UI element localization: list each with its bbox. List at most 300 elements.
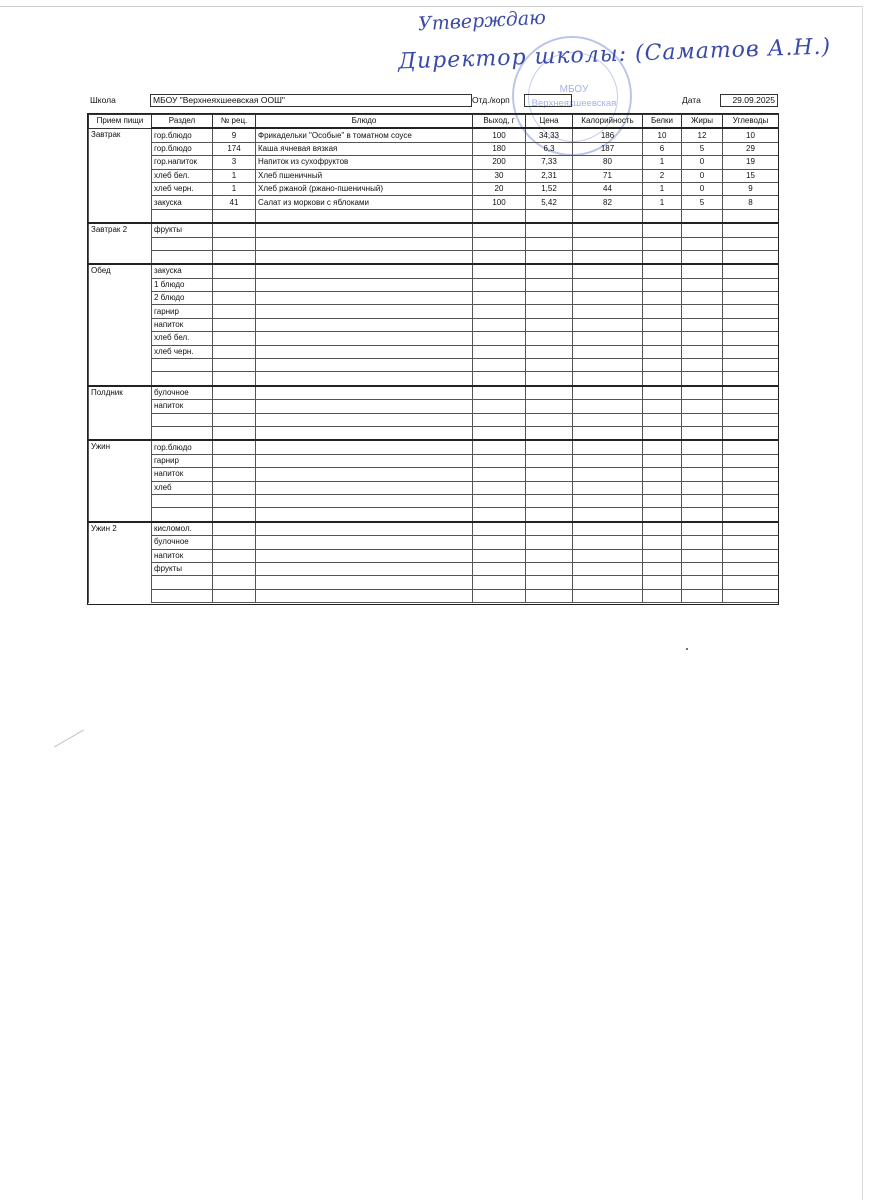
- table-cell: [682, 292, 723, 305]
- column-header: Раздел: [152, 115, 213, 129]
- table-cell: [526, 481, 573, 494]
- table-cell: [213, 494, 256, 507]
- table-cell: [723, 359, 779, 372]
- table-cell: [473, 522, 526, 536]
- table-cell: [526, 386, 573, 400]
- table-cell: [573, 522, 643, 536]
- table-cell: [152, 426, 213, 440]
- table-cell: гарнир: [152, 454, 213, 467]
- table-cell: [473, 562, 526, 575]
- table-cell: [526, 522, 573, 536]
- table-cell: 29: [723, 142, 779, 155]
- table-row: [89, 142, 779, 155]
- table-row: [89, 494, 779, 507]
- table-cell: [723, 305, 779, 318]
- table-cell: [643, 223, 682, 237]
- table-cell: [213, 440, 256, 454]
- table-row: [89, 589, 779, 602]
- table-row: [89, 345, 779, 358]
- table-cell: [473, 292, 526, 305]
- table-cell: [213, 372, 256, 386]
- table-cell: Хлеб пшеничный: [256, 169, 473, 182]
- table-cell: [213, 549, 256, 562]
- table-cell: 34,33: [526, 128, 573, 142]
- table-row: [89, 156, 779, 169]
- table-cell: 200: [473, 156, 526, 169]
- table-cell: [213, 562, 256, 575]
- table-cell: гор.блюдо: [152, 142, 213, 155]
- table-cell: [256, 413, 473, 426]
- table-cell: [643, 264, 682, 278]
- table-cell: [643, 372, 682, 386]
- column-header: Калорийность: [573, 115, 643, 129]
- table-cell: [213, 359, 256, 372]
- table-cell: [682, 223, 723, 237]
- table-cell: напиток: [152, 318, 213, 331]
- table-cell: [643, 589, 682, 602]
- table-row: [89, 237, 779, 250]
- table-cell: [643, 536, 682, 549]
- table-cell: [682, 454, 723, 467]
- table-cell: 1,52: [526, 182, 573, 195]
- table-cell: кисломол.: [152, 522, 213, 536]
- table-cell: 1: [643, 156, 682, 169]
- table-cell: [213, 508, 256, 522]
- meal-cell: [89, 494, 152, 507]
- meal-cell: [89, 589, 152, 602]
- table-cell: 3: [213, 156, 256, 169]
- table-cell: 41: [213, 196, 256, 209]
- table-cell: булочное: [152, 386, 213, 400]
- table-cell: [682, 522, 723, 536]
- table-cell: 9: [723, 182, 779, 195]
- table-cell: [643, 237, 682, 250]
- table-row: [89, 209, 779, 223]
- table-cell: [682, 508, 723, 522]
- table-row: [89, 440, 779, 454]
- table-cell: [526, 508, 573, 522]
- table-cell: [256, 332, 473, 345]
- table-cell: [526, 318, 573, 331]
- table-cell: [213, 589, 256, 602]
- table-cell: [723, 589, 779, 602]
- table-cell: [256, 264, 473, 278]
- table-cell: [643, 278, 682, 291]
- column-header: Прием пищи: [89, 115, 152, 129]
- table-cell: 15: [723, 169, 779, 182]
- meal-cell: [89, 196, 152, 209]
- table-cell: 2,31: [526, 169, 573, 182]
- meal-cell: [89, 332, 152, 345]
- table-cell: [643, 359, 682, 372]
- table-cell: [473, 332, 526, 345]
- table-cell: 1: [643, 196, 682, 209]
- menu-table: [88, 114, 779, 603]
- table-cell: [473, 576, 526, 589]
- table-cell: [573, 372, 643, 386]
- table-cell: [213, 250, 256, 264]
- table-cell: [643, 522, 682, 536]
- table-cell: [526, 536, 573, 549]
- date-label: Дата: [682, 95, 701, 105]
- meal-cell: [89, 400, 152, 413]
- table-cell: [573, 440, 643, 454]
- meal-cell: [89, 278, 152, 291]
- table-cell: 10: [723, 128, 779, 142]
- table-cell: [213, 345, 256, 358]
- table-row: [89, 468, 779, 481]
- table-cell: [256, 318, 473, 331]
- table-cell: [723, 508, 779, 522]
- table-cell: [573, 426, 643, 440]
- date-field: [720, 94, 778, 107]
- table-cell: 8: [723, 196, 779, 209]
- table-cell: 5: [682, 196, 723, 209]
- table-cell: [526, 576, 573, 589]
- table-cell: [152, 576, 213, 589]
- table-cell: [682, 562, 723, 575]
- table-cell: [256, 237, 473, 250]
- table-cell: [213, 522, 256, 536]
- meal-cell: [89, 318, 152, 331]
- table-cell: [573, 386, 643, 400]
- table-cell: [213, 292, 256, 305]
- table-cell: [473, 536, 526, 549]
- table-cell: [643, 292, 682, 305]
- table-cell: [643, 576, 682, 589]
- table-cell: [526, 223, 573, 237]
- table-cell: гор.блюдо: [152, 440, 213, 454]
- table-row: [89, 359, 779, 372]
- table-cell: [213, 223, 256, 237]
- director-signature: Директор школы: (Саматов А.Н.): [397, 34, 832, 75]
- table-cell: Салат из моркови с яблоками: [256, 196, 473, 209]
- table-row: [89, 481, 779, 494]
- table-cell: [526, 400, 573, 413]
- table-cell: [256, 562, 473, 575]
- table-header-row: [89, 115, 779, 129]
- meal-cell: [89, 426, 152, 440]
- table-cell: [723, 386, 779, 400]
- table-cell: [723, 494, 779, 507]
- scan-mark: [54, 730, 84, 748]
- table-cell: [573, 209, 643, 223]
- table-cell: [573, 454, 643, 467]
- table-cell: [682, 372, 723, 386]
- table-row: [89, 549, 779, 562]
- table-cell: [473, 372, 526, 386]
- school-field: [150, 94, 472, 107]
- table-cell: [526, 345, 573, 358]
- table-cell: [526, 278, 573, 291]
- table-cell: [682, 549, 723, 562]
- table-row: [89, 264, 779, 278]
- table-cell: [473, 494, 526, 507]
- table-cell: [643, 562, 682, 575]
- table-cell: 30: [473, 169, 526, 182]
- table-cell: [573, 468, 643, 481]
- table-cell: [682, 209, 723, 223]
- meal-cell: [89, 237, 152, 250]
- table-cell: [473, 264, 526, 278]
- table-cell: хлеб черн.: [152, 345, 213, 358]
- table-cell: [723, 223, 779, 237]
- table-cell: [723, 400, 779, 413]
- table-cell: [526, 332, 573, 345]
- page-right-border: [862, 6, 863, 1200]
- table-cell: [723, 454, 779, 467]
- table-cell: [473, 481, 526, 494]
- table-cell: [213, 536, 256, 549]
- table-cell: [682, 278, 723, 291]
- table-cell: [213, 386, 256, 400]
- table-cell: [526, 426, 573, 440]
- table-cell: [213, 305, 256, 318]
- table-cell: напиток: [152, 400, 213, 413]
- table-row: [89, 182, 779, 195]
- table-cell: [573, 508, 643, 522]
- table-cell: 71: [573, 169, 643, 182]
- table-cell: 5: [682, 142, 723, 155]
- table-cell: [723, 440, 779, 454]
- meal-cell: Завтрак: [89, 128, 152, 142]
- table-cell: фрукты: [152, 223, 213, 237]
- table-cell: [256, 359, 473, 372]
- table-cell: [682, 481, 723, 494]
- table-cell: [213, 264, 256, 278]
- table-cell: [473, 318, 526, 331]
- table-cell: [573, 305, 643, 318]
- table-row: [89, 196, 779, 209]
- table-cell: [682, 400, 723, 413]
- table-cell: [573, 345, 643, 358]
- table-cell: [256, 468, 473, 481]
- table-cell: закуска: [152, 196, 213, 209]
- table-cell: [473, 237, 526, 250]
- table-cell: [723, 372, 779, 386]
- table-row: [89, 250, 779, 264]
- table-cell: [256, 440, 473, 454]
- table-cell: [473, 223, 526, 237]
- approval-handwriting: Утверждаю: [417, 6, 547, 36]
- table-cell: [213, 400, 256, 413]
- table-cell: [213, 209, 256, 223]
- meal-cell: [89, 508, 152, 522]
- table-cell: [723, 413, 779, 426]
- table-cell: [573, 413, 643, 426]
- table-cell: Каша ячневая вязкая: [256, 142, 473, 155]
- table-cell: [643, 454, 682, 467]
- column-header: Жиры: [682, 115, 723, 129]
- table-cell: [473, 250, 526, 264]
- table-cell: [256, 345, 473, 358]
- table-cell: [723, 264, 779, 278]
- table-cell: [643, 413, 682, 426]
- table-cell: [723, 318, 779, 331]
- table-cell: [526, 305, 573, 318]
- dept-value: [525, 95, 527, 105]
- table-cell: [723, 549, 779, 562]
- table-cell: [213, 278, 256, 291]
- table-cell: [256, 278, 473, 291]
- table-cell: [723, 522, 779, 536]
- table-cell: [473, 209, 526, 223]
- table-cell: [256, 454, 473, 467]
- table-cell: хлеб бел.: [152, 169, 213, 182]
- table-row: [89, 332, 779, 345]
- table-cell: [526, 292, 573, 305]
- table-cell: [213, 426, 256, 440]
- table-cell: [213, 318, 256, 331]
- table-cell: гарнир: [152, 305, 213, 318]
- table-cell: 44: [573, 182, 643, 195]
- table-cell: [682, 386, 723, 400]
- table-cell: 20: [473, 182, 526, 195]
- table-row: [89, 128, 779, 142]
- table-cell: 19: [723, 156, 779, 169]
- table-cell: [256, 372, 473, 386]
- table-cell: 6: [643, 142, 682, 155]
- stamp-line-2: Верхнеяхшеевская: [531, 98, 617, 109]
- table-cell: фрукты: [152, 562, 213, 575]
- table-row: [89, 169, 779, 182]
- table-cell: [723, 481, 779, 494]
- table-cell: закуска: [152, 264, 213, 278]
- table-cell: [723, 426, 779, 440]
- table-row: [89, 318, 779, 331]
- table-cell: [573, 400, 643, 413]
- meal-cell: [89, 250, 152, 264]
- table-cell: [473, 386, 526, 400]
- school-value: МБОУ "Верхнеяхшеевская ООШ": [153, 95, 285, 105]
- meal-cell: [89, 142, 152, 155]
- table-cell: [643, 549, 682, 562]
- meal-cell: Обед: [89, 264, 152, 278]
- table-cell: 0: [682, 156, 723, 169]
- table-cell: [643, 400, 682, 413]
- table-cell: [256, 522, 473, 536]
- table-cell: [643, 426, 682, 440]
- table-cell: [682, 589, 723, 602]
- table-row: [89, 278, 779, 291]
- table-cell: 174: [213, 142, 256, 155]
- table-cell: [526, 440, 573, 454]
- table-cell: [213, 481, 256, 494]
- table-cell: [573, 481, 643, 494]
- table-cell: [573, 278, 643, 291]
- table-cell: [526, 264, 573, 278]
- table-cell: [682, 318, 723, 331]
- document-header: [88, 93, 778, 107]
- table-cell: [643, 386, 682, 400]
- table-cell: [256, 536, 473, 549]
- table-cell: хлеб черн.: [152, 182, 213, 195]
- table-cell: 9: [213, 128, 256, 142]
- table-row: [89, 372, 779, 386]
- table-cell: [473, 508, 526, 522]
- table-cell: [152, 209, 213, 223]
- meal-cell: [89, 169, 152, 182]
- meal-cell: [89, 576, 152, 589]
- table-cell: [526, 549, 573, 562]
- table-cell: [682, 237, 723, 250]
- table-cell: 1 блюдо: [152, 278, 213, 291]
- table-cell: [526, 237, 573, 250]
- table-row: [89, 562, 779, 575]
- table-cell: [682, 536, 723, 549]
- table-cell: [723, 468, 779, 481]
- table-cell: 180: [473, 142, 526, 155]
- table-cell: [682, 413, 723, 426]
- table-cell: [573, 536, 643, 549]
- table-cell: [573, 237, 643, 250]
- table-cell: 10: [643, 128, 682, 142]
- table-cell: [573, 589, 643, 602]
- table-cell: [643, 468, 682, 481]
- table-cell: [473, 278, 526, 291]
- table-cell: [256, 250, 473, 264]
- table-cell: [573, 576, 643, 589]
- table-cell: [723, 237, 779, 250]
- column-header: Белки: [643, 115, 682, 129]
- table-cell: [723, 250, 779, 264]
- table-cell: [213, 576, 256, 589]
- table-cell: [526, 250, 573, 264]
- table-cell: [643, 345, 682, 358]
- table-cell: [723, 209, 779, 223]
- table-cell: [256, 508, 473, 522]
- table-cell: 1: [213, 169, 256, 182]
- table-cell: [723, 292, 779, 305]
- table-cell: 100: [473, 196, 526, 209]
- date-value: 29.09.2025: [732, 95, 775, 105]
- table-cell: [723, 278, 779, 291]
- table-row: [89, 536, 779, 549]
- meal-cell: [89, 562, 152, 575]
- table-row: [89, 576, 779, 589]
- meal-cell: Полдник: [89, 386, 152, 400]
- table-cell: напиток: [152, 549, 213, 562]
- dept-field: [524, 94, 572, 107]
- table-cell: [573, 223, 643, 237]
- table-cell: [152, 589, 213, 602]
- school-label: Школа: [90, 95, 116, 105]
- table-row: [89, 413, 779, 426]
- table-cell: [526, 209, 573, 223]
- meal-cell: [89, 549, 152, 562]
- table-row: [89, 223, 779, 237]
- table-cell: [526, 468, 573, 481]
- table-cell: 0: [682, 169, 723, 182]
- meal-cell: Завтрак 2: [89, 223, 152, 237]
- table-cell: [643, 209, 682, 223]
- table-cell: [526, 589, 573, 602]
- table-cell: [213, 468, 256, 481]
- table-cell: [643, 440, 682, 454]
- table-cell: 0: [682, 182, 723, 195]
- meal-cell: [89, 182, 152, 195]
- table-cell: 100: [473, 128, 526, 142]
- column-header: Цена: [526, 115, 573, 129]
- table-cell: [573, 359, 643, 372]
- table-cell: [473, 454, 526, 467]
- table-cell: хлеб бел.: [152, 332, 213, 345]
- table-cell: [152, 237, 213, 250]
- table-cell: гор.напиток: [152, 156, 213, 169]
- table-cell: [256, 426, 473, 440]
- table-cell: [473, 440, 526, 454]
- table-cell: хлеб: [152, 481, 213, 494]
